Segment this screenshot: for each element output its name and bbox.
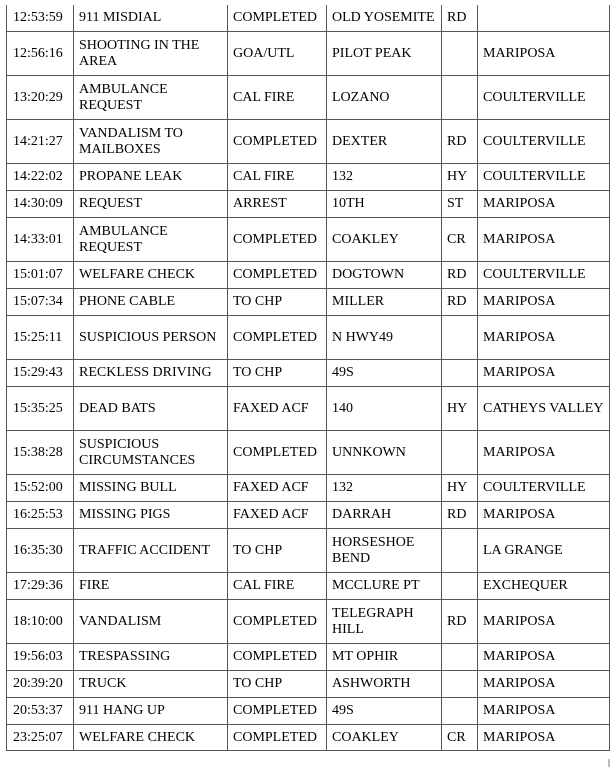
time-cell: 14:33:01	[6, 217, 73, 261]
street-cell: 10TH	[326, 190, 441, 217]
time-cell: 19:56:03	[6, 643, 73, 670]
city-cell: CATHEYS VALLEY	[477, 386, 610, 430]
time-cell: 14:22:02	[6, 163, 73, 190]
city-cell: MARIPOSA	[477, 359, 610, 386]
street-cell: 132	[326, 163, 441, 190]
table-row	[6, 386, 610, 430]
city-cell: MARIPOSA	[477, 697, 610, 724]
incident-type-cell: SHOOTING IN THE AREA	[73, 31, 227, 75]
incident-type-cell: VANDALISM	[73, 599, 227, 643]
table-row	[6, 288, 610, 315]
incident-type-cell: MISSING BULL	[73, 474, 227, 501]
street-cell: COAKLEY	[326, 724, 441, 751]
time-cell: 18:10:00	[6, 599, 73, 643]
disposition-cell: COMPLETED	[227, 315, 326, 359]
scrollbar-edge	[608, 759, 610, 767]
table-row	[6, 261, 610, 288]
table-row	[6, 430, 610, 474]
disposition-cell: COMPLETED	[227, 724, 326, 751]
street-suffix-cell: HY	[441, 474, 477, 501]
street-cell: LOZANO	[326, 75, 441, 119]
city-cell: MARIPOSA	[477, 501, 610, 528]
disposition-cell: COMPLETED	[227, 643, 326, 670]
street-cell: HORSESHOE BEND	[326, 528, 441, 572]
table-row	[6, 217, 610, 261]
street-cell: UNNKOWN	[326, 430, 441, 474]
street-cell: OLD YOSEMITE	[326, 5, 441, 31]
time-cell: 14:21:27	[6, 119, 73, 163]
city-cell: COULTERVILLE	[477, 75, 610, 119]
incident-type-cell: 911 MISDIAL	[73, 5, 227, 31]
street-cell: 49S	[326, 697, 441, 724]
street-cell: 140	[326, 386, 441, 430]
table-row	[6, 724, 610, 751]
disposition-cell: COMPLETED	[227, 261, 326, 288]
city-cell: LA GRANGE	[477, 528, 610, 572]
street-cell: DEXTER	[326, 119, 441, 163]
incident-type-cell: RECKLESS DRIVING	[73, 359, 227, 386]
city-cell: MARIPOSA	[477, 430, 610, 474]
disposition-cell: FAXED ACF	[227, 474, 326, 501]
city-cell: MARIPOSA	[477, 190, 610, 217]
city-cell: EXCHEQUER	[477, 572, 610, 599]
disposition-cell: CAL FIRE	[227, 163, 326, 190]
city-cell: COULTERVILLE	[477, 119, 610, 163]
time-cell: 17:29:36	[6, 572, 73, 599]
time-cell: 20:53:37	[6, 697, 73, 724]
street-cell: COAKLEY	[326, 217, 441, 261]
table-row	[6, 31, 610, 75]
disposition-cell: TO CHP	[227, 288, 326, 315]
table-row	[6, 5, 610, 31]
incident-type-cell: PHONE CABLE	[73, 288, 227, 315]
table-row	[6, 75, 610, 119]
disposition-cell: GOA/UTL	[227, 31, 326, 75]
city-cell: MARIPOSA	[477, 31, 610, 75]
city-cell: COULTERVILLE	[477, 261, 610, 288]
street-suffix-cell	[441, 359, 477, 386]
incident-log-body	[6, 5, 610, 751]
street-cell: N HWY49	[326, 315, 441, 359]
time-cell: 14:30:09	[6, 190, 73, 217]
street-suffix-cell: RD	[441, 261, 477, 288]
street-suffix-cell: ST	[441, 190, 477, 217]
time-cell: 23:25:07	[6, 724, 73, 751]
disposition-cell: CAL FIRE	[227, 75, 326, 119]
street-cell: ASHWORTH	[326, 670, 441, 697]
time-cell: 13:20:29	[6, 75, 73, 119]
time-cell: 15:38:28	[6, 430, 73, 474]
street-suffix-cell	[441, 670, 477, 697]
incident-type-cell: SUSPICIOUS CIRCUMSTANCES	[73, 430, 227, 474]
disposition-cell: CAL FIRE	[227, 572, 326, 599]
street-suffix-cell: RD	[441, 119, 477, 163]
street-cell: MCCLURE PT	[326, 572, 441, 599]
street-cell: 49S	[326, 359, 441, 386]
time-cell: 15:07:34	[6, 288, 73, 315]
time-cell: 15:01:07	[6, 261, 73, 288]
incident-type-cell: MISSING PIGS	[73, 501, 227, 528]
city-cell: MARIPOSA	[477, 599, 610, 643]
incident-type-cell: 911 HANG UP	[73, 697, 227, 724]
city-cell: COULTERVILLE	[477, 474, 610, 501]
city-cell: MARIPOSA	[477, 315, 610, 359]
time-cell: 15:52:00	[6, 474, 73, 501]
street-suffix-cell: CR	[441, 724, 477, 751]
disposition-cell: FAXED ACF	[227, 501, 326, 528]
street-suffix-cell	[441, 528, 477, 572]
disposition-cell: TO CHP	[227, 359, 326, 386]
city-cell: MARIPOSA	[477, 724, 610, 751]
disposition-cell: COMPLETED	[227, 599, 326, 643]
table-row	[6, 697, 610, 724]
street-suffix-cell	[441, 315, 477, 359]
street-suffix-cell	[441, 697, 477, 724]
incident-type-cell: AMBULANCE REQUEST	[73, 217, 227, 261]
table-row	[6, 599, 610, 643]
street-suffix-cell: RD	[441, 501, 477, 528]
table-row	[6, 190, 610, 217]
table-row	[6, 528, 610, 572]
disposition-cell: COMPLETED	[227, 430, 326, 474]
table-row	[6, 643, 610, 670]
time-cell: 12:53:59	[6, 5, 73, 31]
disposition-cell: COMPLETED	[227, 5, 326, 31]
time-cell: 16:25:53	[6, 501, 73, 528]
incident-type-cell: TRUCK	[73, 670, 227, 697]
table-row	[6, 315, 610, 359]
city-cell: MARIPOSA	[477, 643, 610, 670]
disposition-cell: COMPLETED	[227, 217, 326, 261]
street-suffix-cell	[441, 643, 477, 670]
city-cell: MARIPOSA	[477, 670, 610, 697]
incident-type-cell: VANDALISM TO MAILBOXES	[73, 119, 227, 163]
disposition-cell: COMPLETED	[227, 119, 326, 163]
street-suffix-cell: RD	[441, 5, 477, 31]
incident-type-cell: AMBULANCE REQUEST	[73, 75, 227, 119]
street-cell: MT OPHIR	[326, 643, 441, 670]
time-cell: 15:29:43	[6, 359, 73, 386]
disposition-cell: COMPLETED	[227, 697, 326, 724]
time-cell: 15:35:25	[6, 386, 73, 430]
street-cell: TELEGRAPH HILL	[326, 599, 441, 643]
street-suffix-cell: RD	[441, 599, 477, 643]
city-cell: COULTERVILLE	[477, 163, 610, 190]
incident-log-table	[6, 5, 610, 751]
table-row	[6, 572, 610, 599]
time-cell: 16:35:30	[6, 528, 73, 572]
street-suffix-cell: RD	[441, 288, 477, 315]
incident-type-cell: SUSPICIOUS PERSON	[73, 315, 227, 359]
street-suffix-cell	[441, 430, 477, 474]
street-cell: PILOT PEAK	[326, 31, 441, 75]
time-cell: 12:56:16	[6, 31, 73, 75]
incident-type-cell: DEAD BATS	[73, 386, 227, 430]
street-cell: 132	[326, 474, 441, 501]
street-suffix-cell: CR	[441, 217, 477, 261]
disposition-cell: FAXED ACF	[227, 386, 326, 430]
street-suffix-cell	[441, 31, 477, 75]
street-cell: DARRAH	[326, 501, 441, 528]
city-cell: MARIPOSA	[477, 288, 610, 315]
street-cell: DOGTOWN	[326, 261, 441, 288]
street-suffix-cell: HY	[441, 163, 477, 190]
incident-type-cell: FIRE	[73, 572, 227, 599]
disposition-cell: TO CHP	[227, 528, 326, 572]
table-row	[6, 163, 610, 190]
disposition-cell: TO CHP	[227, 670, 326, 697]
city-cell: MARIPOSA	[477, 217, 610, 261]
street-suffix-cell: HY	[441, 386, 477, 430]
city-cell	[477, 5, 610, 31]
table-row	[6, 670, 610, 697]
incident-type-cell: PROPANE LEAK	[73, 163, 227, 190]
incident-type-cell: WELFARE CHECK	[73, 724, 227, 751]
incident-type-cell: TRESPASSING	[73, 643, 227, 670]
time-cell: 20:39:20	[6, 670, 73, 697]
incident-type-cell: REQUEST	[73, 190, 227, 217]
incident-type-cell: WELFARE CHECK	[73, 261, 227, 288]
table-row	[6, 501, 610, 528]
table-row	[6, 119, 610, 163]
incident-type-cell: TRAFFIC ACCIDENT	[73, 528, 227, 572]
street-suffix-cell	[441, 75, 477, 119]
street-suffix-cell	[441, 572, 477, 599]
table-row	[6, 359, 610, 386]
street-cell: MILLER	[326, 288, 441, 315]
time-cell: 15:25:11	[6, 315, 73, 359]
disposition-cell: ARREST	[227, 190, 326, 217]
table-row	[6, 474, 610, 501]
